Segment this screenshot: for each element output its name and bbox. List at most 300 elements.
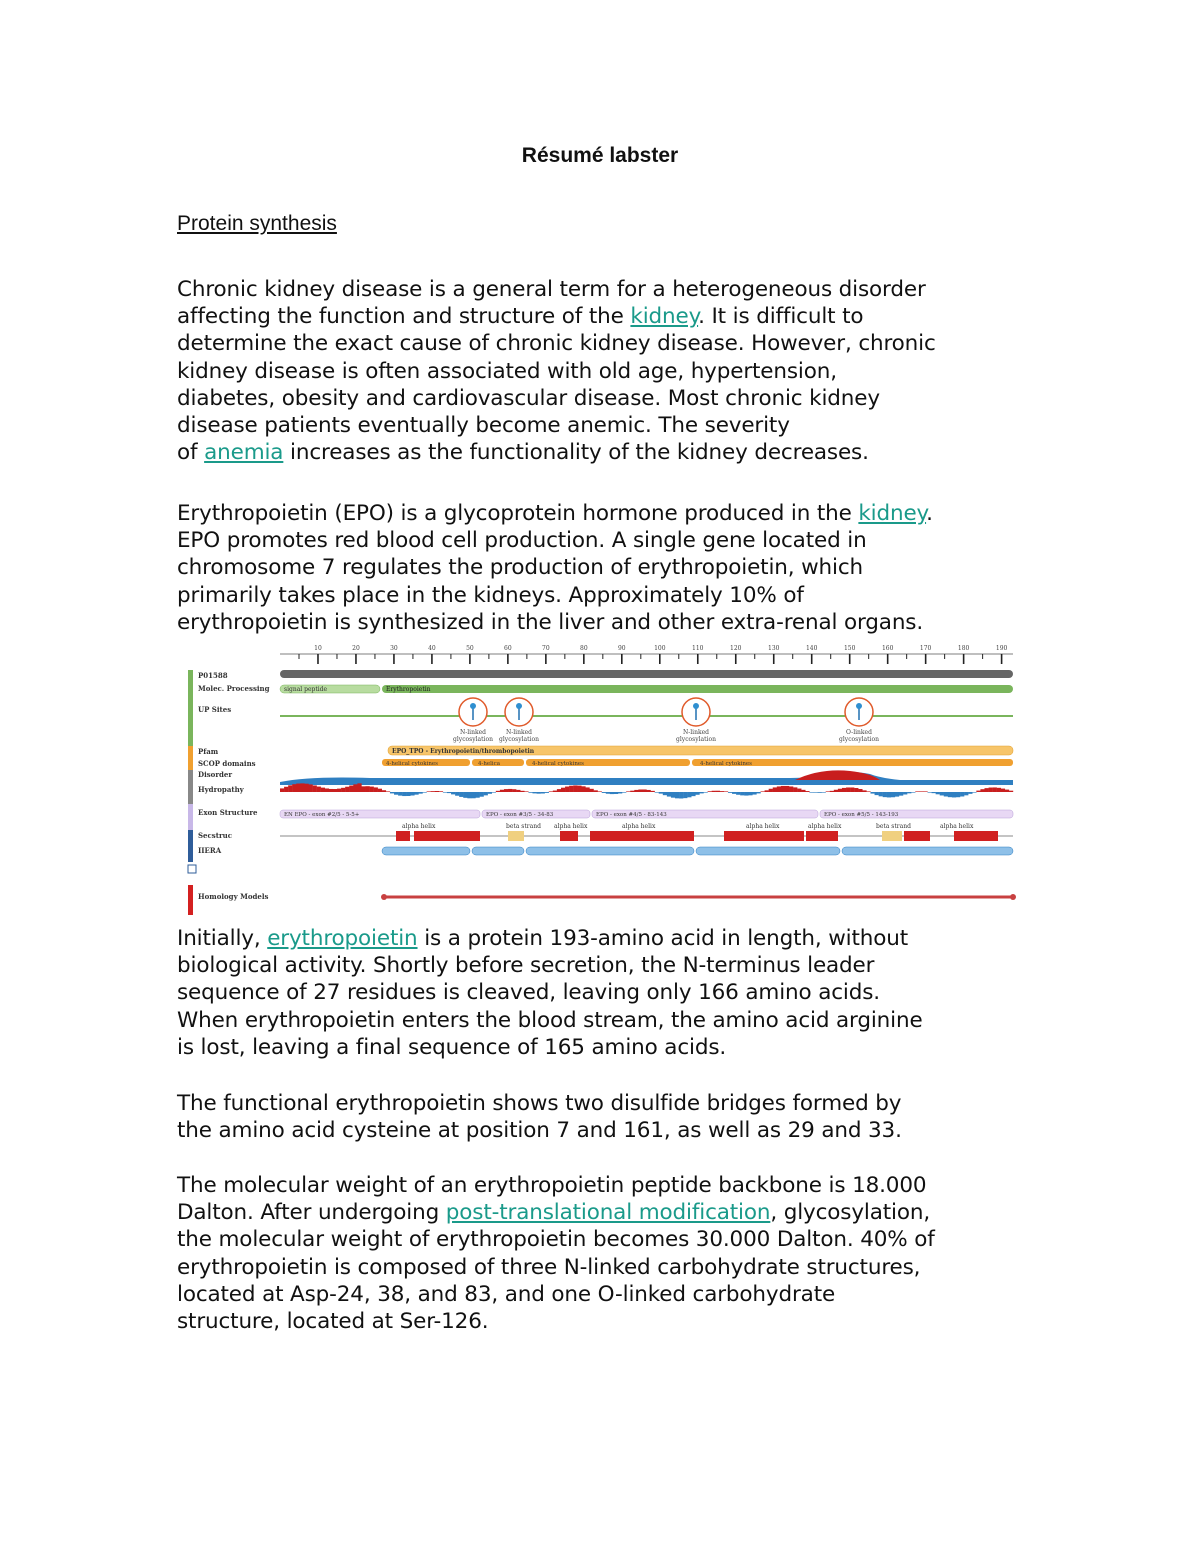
hydropathy-bar [765,790,769,792]
strand-label-1: beta strand [506,823,541,830]
hydropathy-bar [748,792,752,795]
hydropathy-bar [826,791,830,792]
hydropathy-bar [455,792,459,796]
svg-text:N-linked: N-linked [682,729,710,736]
hydropathy-bar [744,792,748,796]
helix-label-6: alpha helix [940,823,974,830]
hydropathy-bar [565,787,569,792]
hydropathy-bar [394,792,398,795]
text-line: erythropoietin is synthesized in the liver and other extra-renal organs. [177,609,924,635]
text-line: kidney disease is often associated with old age, hypertension, [177,358,837,384]
text-line: Chronic kidney disease is a general term for a heterogeneous disorder [177,277,926,302]
hydropathy-bar [752,792,756,795]
helix-5 [724,831,804,841]
hydropathy-bar [418,792,422,794]
hydropathy-bar [410,792,414,795]
text-line: the molecular weight of erythropoietin becomes 30.000 Dalton. 40% of [177,1227,935,1253]
hydropathy-bar [842,788,846,792]
hydropathy-bar [793,787,797,792]
hydropathy-bar [708,791,712,792]
hydropathy-bar [280,788,284,792]
ruler-tick-label: 140 [805,645,818,652]
hydropathy-bar [919,791,923,792]
hydropathy-track [280,783,1013,798]
strand-label-2: beta strand [876,823,911,830]
disorder-peak [795,770,880,780]
label-molec-processing: Molec. Processing [198,684,270,693]
text-line: diabetes, obesity and cardiovascular disease. Most chronic kidney [177,385,880,411]
hydropathy-bar [993,787,997,792]
hydropathy-bar [740,792,744,795]
ruler-tick-label: 80 [580,645,588,652]
hydropathy-bar [895,792,899,797]
hydropathy-bar [561,788,565,792]
hydropathy-bar [883,792,887,797]
category-bar-red [188,885,193,915]
hydropathy-bar [683,792,687,798]
hydropathy-bar [581,786,585,792]
helix-1 [396,831,410,841]
glyco-site-4 [839,698,879,743]
svg-text:glycosylation: glycosylation [676,736,716,743]
hydropathy-bar [618,792,622,793]
exon-label-1: EN EPO - exon #2/5 - 5-5+ [284,812,360,818]
scop-label-1: 4-helical cytokines [386,761,438,767]
kidney-link-2[interactable]: kidney [858,501,927,526]
paragraph-disulfide [177,1090,1037,1144]
text-line: primarily takes place in the kidneys. Approximately 10% of [177,582,804,608]
hydropathy-bar [443,792,447,793]
hydropathy-bar [427,791,431,792]
hydropathy-bar [797,789,801,792]
hydropathy-bar [480,792,484,797]
hydropathy-bar [541,792,545,794]
ruler-tick-label: 180 [957,645,970,652]
protein-feature-figure [170,640,1030,920]
paragraph-ckd [177,276,1037,466]
helix-3 [560,831,578,841]
paragraph-epo [177,500,1037,636]
hydropathy-bar [891,792,895,797]
hydropathy-bar [488,792,492,794]
hydropathy-bar [459,792,463,797]
hydropathy-bar [549,791,553,792]
exon-label-3: EPO - exon #4/5 - 83-143 [596,812,667,818]
hydropathy-bar [288,785,292,792]
hydropathy-bar [402,792,406,796]
ruler-tick-label: 90 [617,645,626,652]
hydropathy-bar [589,789,593,792]
ruler-tick-label: 20 [352,645,360,652]
hydropathy-bar [870,792,874,794]
ruler [280,645,1013,664]
hydropathy-bar [968,792,972,794]
hydropathy-bar [846,787,850,792]
hydropathy-bar [801,790,805,792]
hydropathy-bar [822,792,826,793]
hydropathy-bar [724,791,728,792]
hydropathy-bar [651,791,655,792]
hydropathy-bar [875,792,879,795]
helix-label-4: alpha helix [746,823,780,830]
text-line: affecting the function and structure of the kidney. It is difficult to [177,304,864,330]
label-disorder: Disorder [198,770,233,779]
hydropathy-bar [1005,790,1009,792]
hydropathy-bar [382,790,386,792]
glyco-site-3 [676,698,716,743]
hydropathy-bar [907,792,911,793]
paragraph-molecular-weight [177,1172,1037,1335]
hydropathy-bar [976,791,980,792]
ruler-tick-label: 50 [466,645,474,652]
helix-4 [590,831,694,841]
hydropathy-bar [736,792,740,795]
label-scop: SCOP domains [198,759,256,768]
hydropathy-bar [956,792,960,797]
hydropathy-bar [610,792,614,794]
text-line: Dalton. After undergoing post-translational modification, glycosylation, [177,1200,931,1226]
hydropathy-bar [728,792,732,793]
hydropathy-bar [630,791,634,792]
hydropathy-bar [341,788,345,792]
hydropathy-bar [769,789,773,792]
hydropathy-bar [663,792,667,795]
hydropathy-bar [451,792,455,794]
document-title: Résumé labster [521,144,679,167]
category-bar-lavender [188,804,193,832]
hydropathy-bar [911,792,915,793]
hydropathy-bar [834,790,838,792]
hydropathy-bar [675,792,679,798]
hydropathy-bar [435,791,439,792]
hydropathy-bar [850,787,854,792]
hydropathy-bar [471,792,475,798]
hydropathy-bar [923,791,927,792]
hydropathy-bar [516,790,520,792]
hydropathy-bar [333,789,337,792]
hydropathy-bar [467,792,471,798]
hydropathy-bar [353,784,357,792]
hydropathy-bar [626,791,630,792]
glyco-site-1 [453,698,493,743]
strand-1 [508,831,524,841]
scop-label-2: 4-helica [478,761,501,767]
hydropathy-bar [940,792,944,795]
hydropathy-bar [524,791,528,792]
hydropathy-bar [720,791,724,792]
section-heading: Protein synthesis [177,212,337,235]
svg-text:glycosylation: glycosylation [453,736,493,743]
strand-2 [882,831,902,841]
hydropathy-bar [337,789,341,792]
exon-label-4: EPO - exon #5/5 - 143-193 [824,812,899,818]
hydropathy-bar [463,792,467,798]
ruler-tick-label: 150 [843,645,856,652]
ruler-tick-label: 10 [314,645,322,652]
iiera-bar-2 [472,847,524,855]
category-bar-blue [188,830,193,862]
hydropathy-bar [366,786,370,792]
scop-label-4: 4-helical cytokines [700,761,752,767]
hydropathy-bar [980,789,984,792]
category-bar-orange [188,746,193,772]
hydropathy-bar [309,784,313,792]
label-exon: Exon Structure [198,808,258,817]
hydropathy-bar [622,792,626,793]
hydropathy-bar [532,792,536,793]
sequence-bar [280,670,1013,678]
paragraph-initial [177,925,1037,1061]
text-line: disease patients eventually become anemic. The severity [177,413,790,439]
hydropathy-bar [439,791,443,792]
hydropathy-bar [313,785,317,792]
helix-2 [414,831,480,841]
mature-chain-bar [382,685,1013,693]
category-bar-green [188,670,193,754]
text-line: determine the exact cause of chronic kidney disease. However, chronic [177,331,936,357]
hydropathy-bar [712,791,716,792]
hydropathy-bar [537,792,541,794]
text-line: of anemia increases as the functionality of the kidney decreases. [177,440,869,466]
hydropathy-bar [972,792,976,793]
hydropathy-bar [704,792,708,793]
text-line: is lost, leaving a final sequence of 165 amino acids. [177,1034,727,1060]
label-homology: Homology Models [198,892,269,901]
hydropathy-bar [777,786,781,792]
iiera-bar-5 [842,847,1013,855]
hydropathy-bar [512,789,516,792]
ruler-tick-label: 120 [730,645,742,652]
iiera-bar-1 [382,847,470,855]
text-line: Initially, erythropoietin is a protein 193-amino acid in length, without [177,926,909,951]
hydropathy-bar [300,783,304,792]
text-line: chromosome 7 regulates the production of erythropoietin, which [177,555,864,581]
hydropathy-bar [879,792,883,796]
ruler-tick-label: 100 [654,645,666,652]
helix-8 [954,831,998,841]
text-line: When erythropoietin enters the blood stream, the amino acid arginine [177,1007,923,1033]
hydropathy-bar [557,789,561,792]
hydropathy-bar [296,784,300,792]
category-bar-gray [188,770,193,804]
hydropathy-bar [647,790,651,792]
text-line: The functional erythropoietin shows two disulfide bridges formed by [177,1091,902,1116]
helix-label-1: alpha helix [402,823,436,830]
iiera-bar-3 [526,847,694,855]
label-secstruc: Secstruc [198,831,232,840]
hydropathy-bar [374,787,378,792]
hydropathy-bar [553,791,557,792]
hydropathy-bar [932,792,936,793]
hydropathy-bar [899,792,903,796]
ruler-tick-label: 130 [768,645,780,652]
hydropathy-bar [903,792,907,794]
glyco-site-2 [499,698,539,743]
hydropathy-bar [960,792,964,796]
hydropathy-bar [716,791,720,792]
text-line: sequence of 27 residues is cleaved, leaving only 166 amino acids. [177,980,880,1006]
hydropathy-bar [606,792,610,794]
label-pfam: Pfam [198,747,219,756]
disorder-track [280,772,1013,785]
hydropathy-bar [948,792,952,797]
kidney-link[interactable]: kidney [630,304,699,330]
text-line: the amino acid cysteine at position 7 and 161, as well as 29 and 33. [177,1118,902,1144]
ruler-tick-label: 110 [692,645,704,652]
hydropathy-bar [361,786,365,792]
hydropathy-bar [761,791,765,792]
hydropathy-bar [691,792,695,796]
svg-text:glycosylation: glycosylation [499,736,539,743]
hydropathy-bar [756,792,760,793]
hydropathy-bar [390,792,394,793]
hydropathy-bar [773,787,777,792]
hydropathy-bar [423,792,427,793]
hydropathy-bar [679,792,683,798]
hydropathy-bar [614,792,618,794]
hydropathy-bar [406,792,410,796]
hydropathy-bar [732,792,736,794]
hydropathy-bar [989,788,993,792]
text-line: EPO promotes red blood cell production. A single gene located in [177,528,867,554]
label-accession: P01588 [198,671,228,680]
hydropathy-bar [292,784,296,792]
hydropathy-bar [699,792,703,793]
ruler-tick-label: 70 [542,645,550,652]
helix-label-5: alpha helix [808,823,842,830]
signal-peptide-label: signal peptide [284,686,328,693]
hydropathy-bar [484,792,488,795]
ruler-tick-label: 170 [919,645,932,652]
helix-7 [904,831,930,841]
helix-label-2: alpha helix [554,823,588,830]
hydropathy-bar [789,786,793,792]
hydropathy-bar [317,787,321,792]
hydropathy-bar [944,792,948,796]
ruler-tick-label: 60 [504,645,512,652]
hydropathy-bar [818,792,822,793]
hydropathy-bar [594,790,598,792]
hydropathy-bar [528,792,532,793]
hydropathy-bar [667,792,671,797]
hydropathy-bar [602,792,606,793]
text-line: The molecular weight of an erythropoietin peptide backbone is 18.000 [177,1173,927,1198]
hydropathy-bar [585,787,589,792]
hydropathy-bar [545,792,549,793]
hydropathy-bar [378,789,382,792]
hydropathy-bar [508,789,512,792]
hydropathy-bar [577,786,581,792]
hydropathy-bar [838,789,842,792]
svg-text:O-linked: O-linked [846,729,872,736]
hydropathy-bar [984,788,988,792]
text-line: structure, located at Ser-126. [177,1309,489,1335]
hydropathy-bar [325,788,329,792]
hydropathy-bar [1001,789,1005,792]
hydropathy-bar [1009,791,1013,792]
hydropathy-bar [370,787,374,792]
helix-label-3: alpha helix [622,823,656,830]
exon-label-2: EPO - exon #3/5 - 34-83 [486,812,554,818]
ruler-tick-label: 40 [428,645,436,652]
hydropathy-bar [475,792,479,798]
svg-text:N-linked: N-linked [459,729,487,736]
hydropathy-bar [321,788,325,792]
hydropathy-bar [329,789,333,792]
hydropathy-bar [349,786,353,792]
hydropathy-bar [813,792,817,793]
hydropathy-bar [695,792,699,795]
svg-text:glycosylation: glycosylation [839,736,879,743]
ruler-tick-label: 160 [881,645,894,652]
hydropathy-bar [785,786,789,792]
hydropathy-bar [952,792,956,797]
hydropathy-bar [809,792,813,793]
scop-label-3: 4-helical cytokines [532,761,584,767]
hydropathy-bar [854,788,858,792]
hydropathy-bar [830,791,834,792]
hydropathy-bar [431,791,435,792]
ptm-link[interactable]: post-translational modification [445,1200,771,1226]
hydropathy-bar [500,790,504,792]
hydropathy-bar [386,791,390,792]
hydropathy-bar [858,789,862,792]
hydropathy-bar [887,792,891,797]
hydropathy-bar [304,784,308,792]
hydropathy-bar [997,788,1001,792]
iiera-bar-4 [696,847,840,855]
hydropathy-bar [573,785,577,792]
text-line: erythropoietin is composed of three N-linked carbohydrate structures, [177,1254,921,1280]
svg-text:N-linked: N-linked [505,729,533,736]
label-up-sites: UP Sites [198,705,232,714]
anemia-link[interactable]: anemia [204,440,284,466]
pfam-domain-label: EPO_TPO - Erythropoietin/thrombopoietin [392,748,535,755]
hydropathy-bar [927,792,931,793]
hydropathy-bar [862,790,866,792]
hydropathy-bar [671,792,675,798]
hydropathy-bar [781,786,785,792]
hydropathy-bar [964,792,968,795]
plus-box [188,865,196,873]
hydropathy-bar [357,783,361,792]
hydropathy-bar [504,789,508,792]
hydropathy-bar [915,791,919,792]
mature-chain-label: Erythropoietin [386,686,431,693]
erythropoietin-link[interactable]: erythropoietin [267,926,418,951]
hydropathy-bar [805,791,809,792]
hydropathy-bar [638,789,642,792]
hydropathy-bar [345,787,349,792]
hydropathy-bar [414,792,418,795]
ruler-tick-label: 30 [390,645,398,652]
label-iiera: IIERA [198,846,222,855]
hydropathy-bar [520,791,524,792]
label-hydropathy: Hydropathy [198,785,244,794]
hydropathy-bar [598,791,602,792]
hydropathy-bar [655,792,659,793]
hydropathy-bar [687,792,691,797]
hydropathy-bar [659,792,663,794]
hydropathy-bar [447,792,451,793]
hydropathy-bar [634,790,638,792]
hydropathy-bar [936,792,940,794]
text-line: Erythropoietin (EPO) is a glycoprotein hormone produced in the kidney. [177,501,933,526]
hydropathy-bar [866,791,870,792]
helix-6 [806,831,838,841]
text-line: located at Asp-24, 38, and 83, and one O-linked carbohydrate [177,1281,836,1307]
hydropathy-bar [284,787,288,792]
